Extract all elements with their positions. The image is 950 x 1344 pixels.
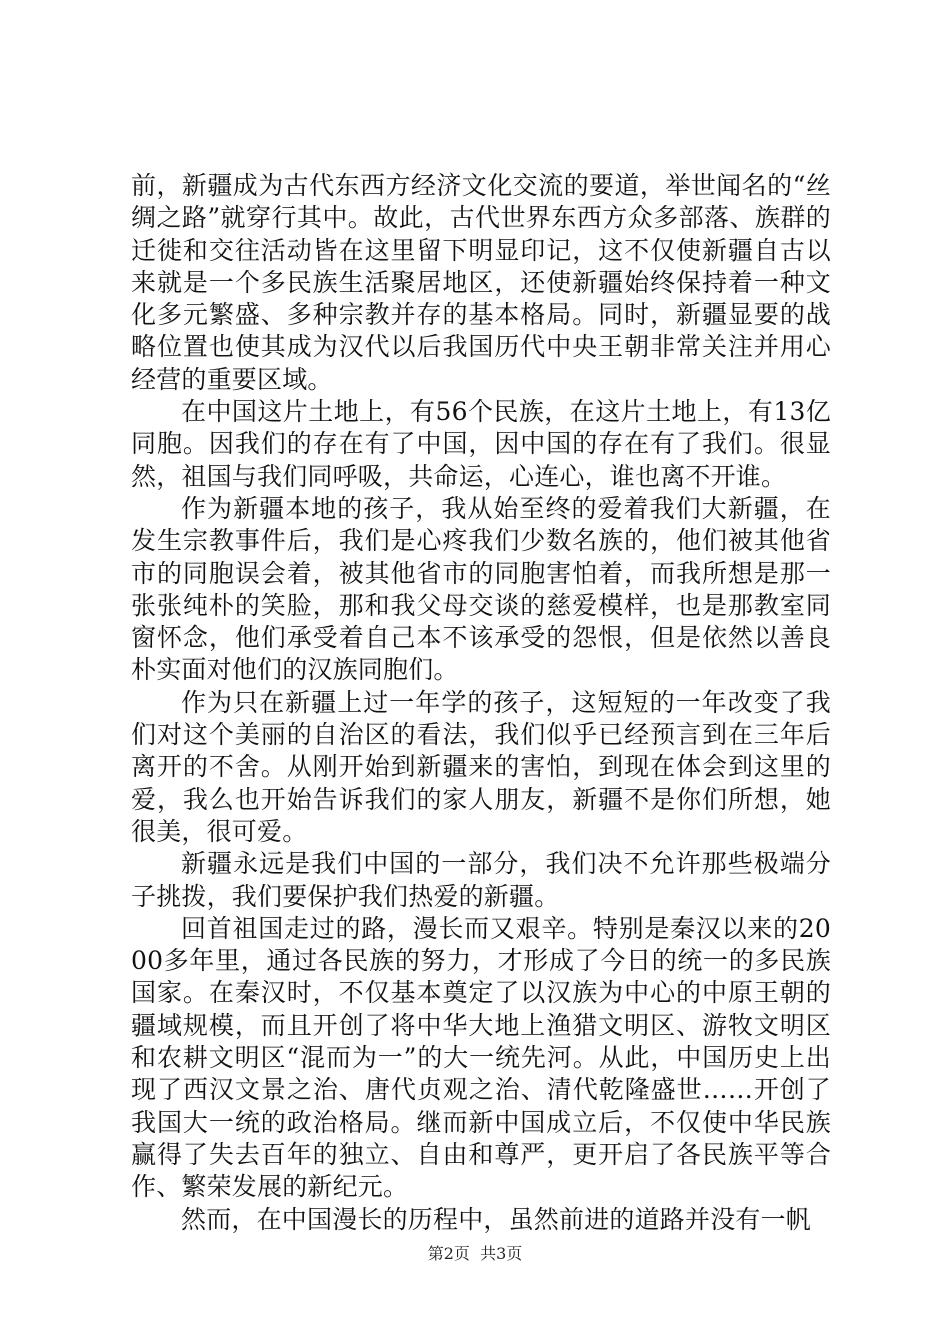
paragraph-4: 作为只在新疆上过一年学的孩子，这短短的一年改变了我们对这个美丽的自治区的看法，我们似乎已经预言到在三年后离开的不舍。从刚开始到新疆来的害怕，到现在体会到这里的爱，我么也开始告诉我们的家人朋友，新疆不是你们所想，她很美，很可爱。 [131,687,831,846]
paragraph-3: 作为新疆本地的孩子，我从始至终的爱着我们大新疆，在发生宗教事件后，我们是心疼我们少数名族的，他们被其他省市的同胞误会着，被其他省市的同胞害怕着，而我所想是那一张张纯朴的笑脸，那和我父母交谈的慈爱模样，也是那教室同窗怀念，他们承受着自己本不该承受的怨恨，但是依然以善良朴实面对他们的汉族同胞们。 [131,493,831,685]
page-footer: 第2页 共3页 [427,1244,523,1263]
paragraph-5: 新疆永远是我们中国的一部分，我们决不允许那些极端分子挑拨，我们要保护我们热爱的新疆。 [131,849,831,911]
paragraph-2: 在中国这片土地上，有56个民族，在这片土地上，有13亿同胞。因我们的存在有了中国，因中国的存在有了我们。很显然，祖国与我们同呼吸，共命运，心连心，谁也离不开谁。 [131,397,831,491]
paragraph-7: 然而，在中国漫长的历程中，虽然前进的道路并没有一帆 [181,1204,812,1234]
paragraph-1: 前，新疆成为古代东西方经济文化交流的要道，举世闻名的“丝绸之路”就穿行其中。故此，古代世界东西方众多部落、族群的迁徙和交往活动皆在这里留下明显印记，这不仅使新疆自古以来就是一个多民族生活聚居地区，还使新疆始终保持着一种文化多元繁盛、多种宗教并存的基本格局。同时，新疆显要的战略位置也使其成为汉代以后我国历代中央王朝非常关注并用心经营的重要区域。 [131,171,831,394]
paragraph-6: 回首祖国走过的路，漫长而又艰辛。特别是秦汉以来的2000多年里，通过各民族的努力，才形成了今日的统一的多民族国家。在秦汉时，不仅基本奠定了以汉族为中心的中原王朝的疆域规模，而且开创了将中华大地上渔猎文明区、游牧文明区和农耕文明区“混而为一”的大一统先河。从此，中国历史上出现了西汉文景之治、唐代贞观之治、清代乾隆盛世……开创了我国大一统的政治格局。继而新中国成立后，不仅使中华民族赢得了失去百年的独立、自由和尊严，更开启了各民族平等合作、繁荣发展的新纪元。 [131,913,831,1202]
document-body [131,170,831,1236]
